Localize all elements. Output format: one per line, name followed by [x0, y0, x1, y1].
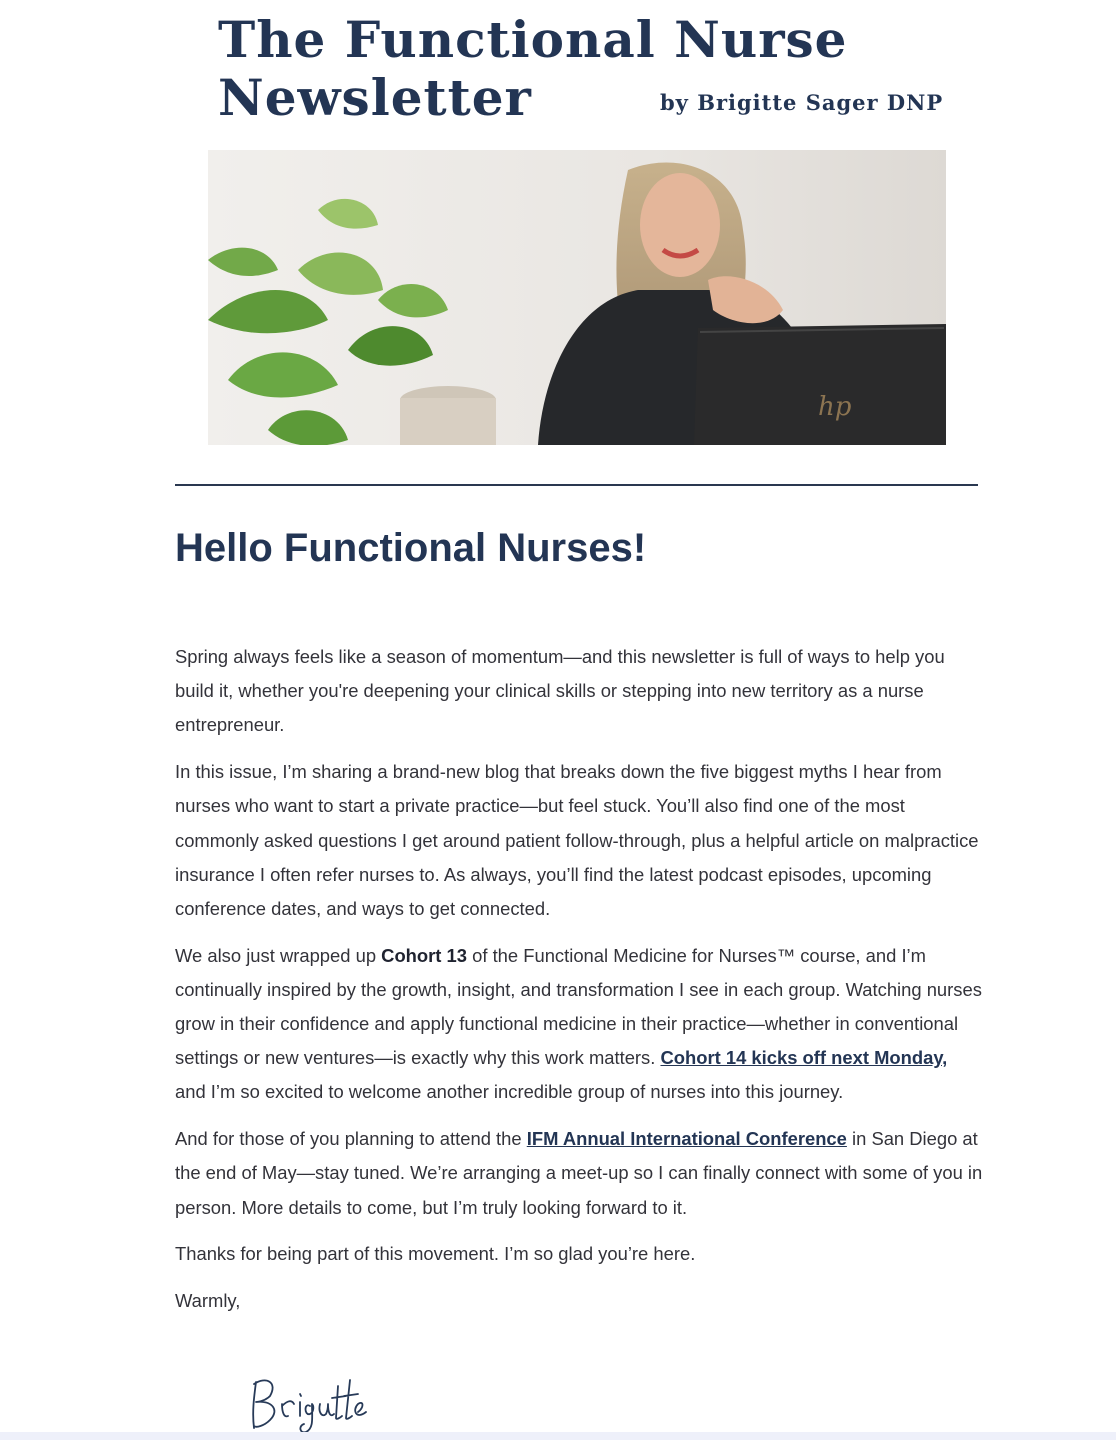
cohort-text-2: of the Functional Medicine for Nurses™ course, and I’m continually inspired by the growth, insight, and transformation I see in each group. Watching nurses grow in their confidence and apply functional medicine in their practice—whether in conventional settings or new ventures—is exactly why this work matters.	[175, 944, 982, 1069]
author-byline: by Brigitte Sager DNP	[660, 90, 944, 115]
bottom-strip	[0, 1432, 1116, 1440]
signature-image	[248, 1372, 368, 1434]
newsletter-body	[175, 640, 983, 1331]
laptop	[694, 324, 946, 445]
cohort-14-link[interactable]: Cohort 14 kicks off next Monday,	[660, 1047, 948, 1069]
cohort-text-3: and I’m so excited to welcome another incredible group of nurses into this journey.	[175, 1081, 844, 1103]
conference-paragraph	[175, 1122, 983, 1225]
handwritten-signature	[248, 1372, 368, 1439]
section-divider	[175, 484, 978, 486]
conference-text-1: And for those of you planning to attend the	[175, 1128, 527, 1150]
cohort-text-1: We also just wrapped up	[175, 944, 382, 966]
cohort-13-emphasis: Cohort 13	[381, 944, 468, 966]
greeting-heading: Hello Functional Nurses!	[175, 526, 647, 570]
issue-overview-paragraph: In this issue, I’m sharing a brand-new blog that breaks down the five biggest myths I hear from nurses who want to start a private practice—but feel stuck. You’ll also find one of the most commonly asked questions I get around patient follow-through, plus a helpful article on malpractice insurance I often refer nurses to. As always, you’ll find the latest podcast episodes, upcoming conference dates, and ways to get connected.	[175, 761, 979, 919]
conference-text-2: in San Diego at the end of May—stay tuned. We’re arranging a meet-up so I can finally connect with some of you in person. More details to come, but I’m truly looking forward to it.	[175, 1128, 983, 1218]
hero-photo-illustration	[208, 150, 946, 445]
newsletter-title-line-2: Newsletter	[218, 68, 532, 127]
sign-off: Warmly,	[175, 1289, 241, 1311]
hero-photo	[208, 150, 946, 445]
newsletter-masthead	[0, 0, 1116, 140]
thanks-paragraph: Thanks for being part of this movement. I’m so glad you’re here.	[175, 1243, 696, 1265]
laptop-logo: hp	[818, 392, 852, 422]
cohort-paragraph	[175, 939, 983, 1110]
newsletter-title-line-1: The Functional Nurse	[218, 10, 848, 69]
intro-paragraph: Spring always feels like a season of momentum—and this newsletter is full of ways to help you build it, whether you're deepening your clinical skills or stepping into new territory as a nurse entrepreneur.	[175, 646, 945, 736]
ifm-conference-link[interactable]: IFM Annual International Conference	[526, 1128, 847, 1150]
